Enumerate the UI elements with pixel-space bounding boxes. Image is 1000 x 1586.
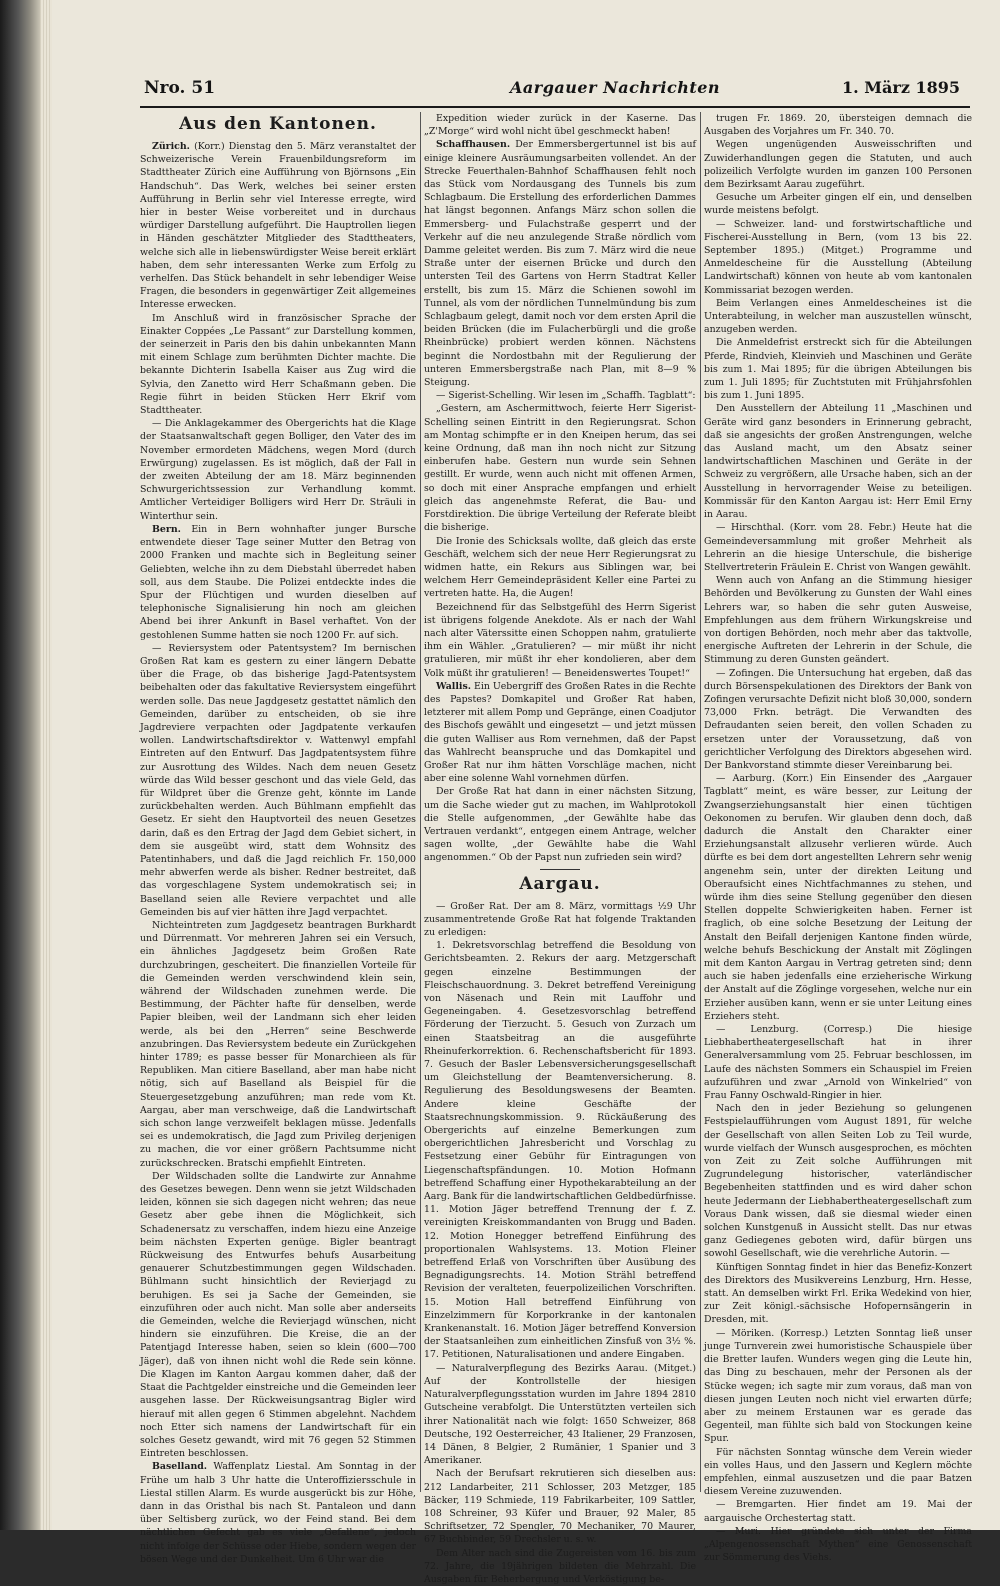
article-paragraph: [140, 312, 416, 418]
article-paragraph: [140, 642, 416, 919]
article-text: 1. Dekretsvorschlag betreffend die Besoldung von Gerichtsbeamten. 2. Rekurs der aarg. Metzgerschaft gegen einzelne Bestimmungen der Fleischschauordnung. 3. Dekret betreffend Vereinigung von Näsenach und Rein mit Lauffohr und Gegeneingaben. 4. Gesetzesvorschlag betreffend Förderung der Tierzucht. 5. Gesuch von Zurzach um einen Staatsbeitrag an die ausgeführte Rheinuferkorrektion. 6. Rechenschaftsbericht für 1893. 7. Gesuch der Basler Lebensversicherungsgesellschaft um Gleichstellung der Beamtenversicherung. 8. Regulierung des Besoldungswesens der Beamten. Andere kleine Geschäfte der Staatsrechnungskommission. 9. Rückäußerung des Obergerichts auf einzelne Bemerkungen zum obergerichtlichen Jahresbericht und Vorschlag zu Festsetzung einer Gebühr für Eintragungen von Liegenschaftspfändungen. 10. Motion Hofmann betreffend Schaffung einer Hypothekarabteilung an der Aarg. Bank für die landwirtschaftlichen Geldbedürfnisse. 11. Motion Jäger betreffend Trennung der f. Z. vereinigten Kreiskommandanten von Brugg und Baden. 12. Motion Honegger betreffend Einführung des proportionalen Wahlsystems. 13. Motion Fleiner betreffend Erlaß von Vorschriften über Ausübung des Begnadigungsrechts. 14. Motion Strähl betreffend Revision der veralteten, feuerpolizeilichen Vorschriften. 15. Motion Hall betreffend Einführung von Einzelzimmern für Korporkranke in der kantonalen Krankenanstalt. 16. Motion Jäger betreffend Konversion der Staatsanleihen zum einheitlichen Zinsfuß von 3½ %. 17. Petitionen, Naturalisationen und andere Eingaben.: [424, 940, 696, 1361]
article-text: — Sigerist-Schelling. Wir lesen im „Schaffh. Tagblatt“:: [436, 390, 696, 402]
article-paragraph: [424, 112, 696, 138]
article-paragraph: [424, 138, 696, 389]
article-paragraph: [704, 138, 972, 191]
article-paragraph: [140, 417, 416, 523]
article-paragraph: [704, 402, 972, 521]
newspaper-title: Aargauer Nachrichten: [510, 78, 721, 97]
article-paragraph: [704, 297, 972, 337]
column-1: [140, 112, 417, 1565]
article-paragraph: [424, 900, 696, 940]
article-paragraph: [424, 1362, 696, 1468]
article-text: Wenn auch von Anfang an die Stimmung hiesiger Behörden und Bevölkerung zu Gunsten der Wahl eines Lehrers war, so haben die sehr guten Ausweise, Empfehlungen aus dem frühern Wirkungskreise und von dortigen Behörden, noch mehr aber das taktvolle, energische Auftreten der Lehrerin in der Schule, die Stimmung zu deren Gunsten geändert.: [704, 575, 972, 666]
article-text: Wegen ungenügenden Ausweisschriften und Zuwiderhandlungen gegen die Statuten, und auch polizeilich Verfolgte wurden im ganzen 100 Personen dem Bezirksamt Aarau zugeführt.: [704, 139, 972, 191]
book-spine: [0, 0, 40, 1530]
article-text: Gesuche um Arbeiter gingen elf ein, und denselben wurde meistens befolgt.: [704, 192, 972, 217]
article-dateline: Wallis.: [436, 680, 472, 692]
article-dateline: Bern.: [152, 523, 181, 535]
article-paragraph: [140, 1170, 416, 1460]
article-paragraph: [140, 919, 416, 1170]
article-text: — Schweizer. land- und forstwirtschaftliche und Fischerei-Ausstellung in Bern, (vom 13 bis 22. September 1895.) (Mitget.) Programme und Anmeldescheine für die Ausstellung (Abteilung Landwirtschaft) können von heute ab vom kantonalen Kommissariat bezogen werden.: [704, 218, 972, 296]
article-paragraph: [704, 574, 972, 666]
article-paragraph: [424, 1467, 696, 1546]
article-paragraph: [704, 1023, 972, 1102]
article-text: — Hirschthal. (Korr. vom 28. Febr.) Heute hat die Gemeindeversammlung mit großer Mehrheit als Lehrerin an die hiesige Unterschule, die bisherige Stellvertreterin Fräulein E. Christ von Wangen gewählt.: [704, 522, 972, 573]
col2-articles-aargau: [424, 900, 696, 1586]
article-text: — Bremgarten. Hier findet am 19. Mai der aargauische Orchestertag statt.: [704, 1499, 972, 1524]
article-paragraph: [704, 1327, 972, 1446]
article-text: — Naturalverpflegung des Bezirks Aarau. (Mitget.) Auf der Kontrollstelle der hiesigen Naturalverpflegungsstation wurden im Jahre 1894 2810 Gutscheine verabfolgt. Die Unterstützten verteilen sich ihrer Nationalität nach wie folgt: 1650 Schweizer, 868 Deutsche, 192 Oesterreicher, 43 Italiener, 29 Franzosen, 14 Dänen, 8 Belgier, 2 Rumänier, 1 Spanier und 3 Amerikaner.: [424, 1362, 696, 1467]
article-paragraph: [704, 218, 972, 297]
article-text: Waffenplatz Liestal. Am Sonntag in der Frühe um halb 3 Uhr hatte die Unteroffiziersschule in Liestal stillen Alarm. Es wurde ausgerückt bis zur Höhe, dann in das Oristhal bis nach St. Pantaleon und dann über Seltisberg zurück, wo der Feind stand. Bei dem nächtlichen Gefecht gab es viele „Gefallene“, jedoch nicht infolge der Schüsse oder Hiebe, sondern wegen der bösen Wege und der Dunkelheit. Um 6 Uhr war die: [140, 1461, 417, 1565]
article-paragraph: [424, 785, 696, 864]
article-dateline: Zürich.: [152, 141, 190, 152]
article-paragraph: [424, 1547, 696, 1586]
article-text: Die Anmeldefrist erstreckt sich für die Abteilungen Pferde, Rindvieh, Kleinvieh und Maschinen und Geräte bis zum 1. Mai 1895; für die übrigen Abteilungen bis zum 1. Juli 1895; für Zuchtstuten mit Frühjahrsfohlen bis zum 1. Juni 1895.: [704, 337, 972, 402]
article-text: — Möriken. (Korresp.) Letzten Sonntag ließ unser junge Turnverein zwei humoristische Schauspiele über die Bretter laufen. Wunders wegen ging die Leute hin, das Ding zu beschauen, mehr der Personen als der Stücke wegen; ich sagte mir zum voraus, daß man von diesen jungen Leuten noch nicht viel erwarten dürfe; aber zu meinem Erstaunen war es gerade das Gegenteil, man fühlte sich bald von Stockungen keine Spur.: [704, 1327, 972, 1445]
column-2: [424, 112, 696, 1585]
article-text: Beim Verlangen eines Anmeldescheines ist die Unterabteilung, in welcher man auszustellen wünscht, anzugeben werden.: [704, 297, 972, 336]
section-heading-kantonen: Aus den Kantonen.: [179, 114, 377, 134]
header-rule: [140, 106, 970, 108]
issue-number: Nro. 51: [144, 78, 216, 98]
article-text: Den Ausstellern der Abteilung 11 „Maschinen und Geräte wird ganz besonders in Erinnerung gebracht, daß sie angesichts der großen Anstrengungen, welche das Ausland macht, um den Absatz seiner landwirtschaftlichen Maschinen und Geräte in der Schweiz zu vergrößern, alle Ursache haben, sich an der Ausstellung in hervorragender Weise zu beteiligen. Kommissär für den Kanton Aargau ist: Herr Emil Erny in Aarau.: [704, 403, 972, 521]
col2-articles: [424, 112, 696, 865]
article-text: Dem Alter nach sind die Zugereisten vom 16. bis zum 72. Jahre, die 19jährigen bildeten die Mehrzahl. Die Ausgaben für Beherbergung und Verköstigung be-: [424, 1547, 696, 1585]
masthead: [100, 78, 980, 102]
article-text: trugen Fr. 1869. 20, übersteigen demnach die Ausgaben des Vorjahres um Fr. 340. 70.: [704, 113, 972, 138]
article-paragraph: [424, 939, 696, 1362]
article-text: Der Emmersbergertunnel ist bis auf einige kleinere Ausräumungsarbeiten vollendet. An der Strecke Feuerthalen-Bahnhof Schaffhausen fehlt noch das Stück vom Nordausgang des Tunnels bis zum Schlagbaum. Die Erstellung des erforderlichen Dammes hat längst begonnen. Anfangs März schon sollen die Emmersberg- und Fulachstraße gesperrt und der Verkehr auf die neu anzulegende Straße nördlich vom Damme geleitet werden. Bis zum 7. März wird die neue Straße unter der eisernen Brücke und durch den untersten Teil des Gartens von Herrn Stadtrat Keller erstellt, bis zum 15. März die Schienen sowohl im Tunnel, als vom der nördlichen Tunnelmündung bis zum Schlagbaum gelegt, damit noch vor dem ersten April die beiden Brücken (die im Fulacherbürgli und die große Rheinbrücke) probiert werden können. Nächstens beginnt die Nordostbahn mit der Regulierung der unteren Emmersbergstraße nach Plan, mit 8—9 % Steigung.: [424, 139, 696, 389]
article-text: — Lenzburg. (Corresp.) Die hiesige Liebhabertheatergesellschaft hat in ihrer Generalversammlung vom 25. Februar beschlossen, im Laufe des nächsten Sommers ein Schauspiel im Freien aufzuführen und zwar „Arnold von Winkelried“ von Frau Fanny Oschwald-Ringier in hier.: [704, 1024, 972, 1102]
article-paragraph: [704, 112, 972, 138]
article-text: — Aarburg. (Korr.) Ein Einsender des „Aargauer Tagblatt“ meint, es wäre besser, zur Leitung der Zwangserziehungsanstalt hier einen tüchtigen Oekonomen zu berufen. Wir glauben denn doch, daß dadurch die Anstalt den Charakter einer Erziehungsanstalt allzusehr verlieren würde. Auch dürfte es bei dem dort angestellten Lehrern sehr wenig angenehm sein, unter der direkten Leitung und Oberaufsicht eines Nichtfachmannes zu stehen, und würde ihm dies seine Stellung gegenüber den diesen Stellen doppelte Schwierigkeiten haben. Ferner ist fraglich, ob eine solche Besetzung der Leitung der Anstalt den Beifall derjenigen Kantone finden würde, welche behufs Beschickung der Anstalt mit Zöglingen mit dem Kanton Aargau in Vertrag getreten sind; denn auch sie haben jedenfalls eine erzieherische Wirkung der Anstalt auf die Zöglinge vorgesehen, welche nur ein Erzieher ausüben kann, wenn er sie unter Leitung eines Erziehers steht.: [704, 773, 972, 1022]
article-paragraph: [424, 680, 696, 786]
article-paragraph: [424, 601, 696, 680]
article-text: — Reviersystem oder Patentsystem? Im bernischen Großen Rat kam es gestern zu einer längern Debatte über die Frage, ob das bisherige Jagd-Patentsystem beibehalten oder das fakultative Reviersystem eingeführt werden solle. Das neue Jagdgesetz gestattet nämlich den Gemeinden, darüber zu entscheiden, ob sie ihre Jagdreviere verpachten oder Jagdpatente verkaufen wollen. Landwirtschaftsdirektor v. Wattenwyl empfahl Eintreten auf den Entwurf. Das Jagdpatentsystem führe zur Ausrottung des Wildes. Nach dem neuen Gesetz würde das Wild besser geschont und das viele Geld, das für Wildpret über die Grenze geht, könnte im Lande zurückbehalten werden. Auch Bühlmann empfiehlt das Gesetz. Er sieht den Hauptvorteil des neuen Gesetzes darin, daß es den Ertrag der Jagd dem Gebiet sichert, in dem sie ausgeübt wird, statt dem Wohnsitz des Patentinhabers, und daß die Jagd reichlich Fr. 150,000 mehr abwerfen werde als bisher. Redner bestreitet, daß das vorgeschlagene System undemokratisch sei; in Baselland seien alle Reviere verpachtet und alle Gemeinden bis auf vier hätten ihre Jagd verpachtet.: [140, 642, 416, 918]
article-paragraph: [704, 1261, 972, 1327]
article-text: — Muri. Hier gründete sich unter der Firma „Alpengenossenschaft Mythen“ eine Genossenschaft zur Sömmerung des Viehs.: [704, 1525, 972, 1564]
section-rule: [540, 869, 580, 870]
article-text: Für nächsten Sonntag wünsche dem Verein wieder ein volles Haus, und den Jassern und Keglern möchte empfehlen, einmal auszusetzen und die paar Batzen diesem Vereine zuzuwenden.: [704, 1446, 972, 1498]
column-divider: [420, 112, 421, 1492]
article-text: Expedition wieder zurück in der Kaserne. Das „Z'Morge“ wird wohl nicht übel geschmeckt haben!: [424, 113, 696, 138]
article-paragraph: [704, 1498, 972, 1524]
article-text: — Großer Rat. Der am 8. März, vormittags ½9 Uhr zusammentretende Große Rat hat folgende Traktanden zu erledigen:: [424, 900, 696, 938]
article-paragraph: [424, 402, 696, 534]
article-text: Die Ironie des Schicksals wollte, daß gleich das erste Geschäft, welchem sich der neue Herr Regierungsrat zu widmen hatte, ein Rekurs aus Siblingen war, bei welchem Herr Gemeindepräsident Keller eine Partei zu vertreten hatte. Ha, die Augen!: [424, 535, 696, 600]
article-text: Bezeichnend für das Selbstgefühl des Herrn Sigerist ist übrigens folgende Anekdote. Als er nach der Wahl nach alter Väterssitte einen Schoppen nahm, gratulierte ihm ein Wähler. „Gratulieren? — mir müßt ihr nicht gratulieren, mir müßt ihr eher kondolieren, aber dem Volk müßt ihr gratulieren! — Beneidenswertes Toupet!“: [424, 601, 696, 679]
article-text: Nach der Berufsart rekrutieren sich dieselben aus: 212 Landarbeiter, 211 Schlosser, 203 Metzger, 185 Bäcker, 119 Schmiede, 119 Fabrikarbeiter, 109 Sattler, 108 Schreiner, 93 Küfer und Brauer, 92 Maler, 85 Schriftsetzer, 72 Spengler, 70 Mechaniker, 70 Maurer, 67 Buchbinder, 59 Drechsler u. s. w.: [424, 1468, 696, 1546]
article-paragraph: [704, 1525, 972, 1565]
column-3: [704, 112, 972, 1564]
article-paragraph: [140, 140, 416, 312]
article-text: Ein Uebergriff des Großen Rates in die Rechte des Papstes? Domkapitel und Großer Rat haben, letzterer mit allem Pomp und Gepränge, einen Coadjutor des Bischofs gewählt und eingesetzt — und jetzt müssen die guten Walliser aus Rom vernehmen, daß der Papst das Wahlrecht beanspruche und das Domkapitel und Großer Rat nur ihm hätten Vorschläge machen, nicht aber eine solenne Wahl vornehmen dürfen.: [424, 680, 696, 785]
article-text: Nach den in jeder Beziehung so gelungenen Festspielaufführungen vom August 1891, für welche der Gesellschaft von allen Seiten Lob zu Teil wurde, wurde vielfach der Wunsch ausgesprochen, es möchten von Zeit zu Zeit solche Aufführungen mit Zugrundelegung historischer, vaterländischer Begebenheiten stattfinden und es wird daher schon heute Jedermann der Liebhabertheatergesellschaft zum Voraus Dank wissen, daß sie diesmal wieder einen solchen Kunstgenuß in Aussicht stellt. Das nur etwas ganz Gediegenes geboten wird, dafür bürgen uns sowohl Gesellschaft, wie die verehrliche Autorin. —: [704, 1103, 972, 1260]
page-edge: [40, 0, 52, 1530]
article-paragraph: [140, 1460, 416, 1566]
article-text: (Korr.) Dienstag den 5. März veranstaltet der Schweizerische Verein Frauenbildungsreform im Stadttheater Zürich eine Aufführung von Björnsons „Ein Handschuh“. Das Werk, welches bei seiner ersten Aufführung in Berlin sehr viel Interesse erregte, wird hier in bester Weise vorbereitet und in durchaus würdiger Darstellung aufgeführt. Die Hauptrollen liegen in Händen geschätzter Mitglieder des Stadttheaters, welche sich alle in liebenswürdigster Weise bereit erklärt haben, dem sehr interessanten Werke zum Erfolg zu verhelfen. Das Stück behandelt in sehr lebendiger Weise Fragen, die besonders in gegenwärtiger Zeit allgemeines Interesse erwecken.: [140, 141, 417, 311]
article-paragraph: [140, 523, 416, 642]
article-paragraph: [704, 521, 972, 574]
section-heading-aargau: Aargau.: [519, 873, 601, 894]
article-dateline: Baselland.: [152, 1461, 208, 1473]
article-paragraph: [704, 667, 972, 773]
column-divider: [700, 112, 701, 1492]
article-paragraph: [424, 535, 696, 601]
article-paragraph: [704, 772, 972, 1023]
article-text: — Zofingen. Die Untersuchung hat ergeben, daß das durch Börsenspekulationen des Direktors der Bank von Zofingen verursachte Defizit nicht bloß 30,000, sondern 73,000 Frkn. beträgt. Die Verwandten des Defraudanten seien bereit, den vollen Schaden zu ersetzen unter der Voraussetzung, daß von gerichtlicher Verfolgung des Direktors abgesehen wird. Der Bankvorstand stimmte dieser Vereinbarung bei.: [704, 667, 972, 771]
article-text: Künftigen Sonntag findet in hier das Benefiz-Konzert des Direktors des Musikvereins Lenzburg, Hrn. Hesse, statt. An demselben wirkt Frl. Erika Wedekind von hier, zur Zeit königl.-sächsische Hofopernsängerin in Dresden, mit.: [704, 1261, 972, 1326]
article-paragraph: [704, 1102, 972, 1260]
article-text: „Gestern, am Aschermittwoch, feierte Herr Sigerist-Schelling seinen Eintritt in den Regierungsrat. Schon am Montag schimpfte er in den Kneipen herum, das sei keine Ordnung, daß man ihn noch nicht zur Sitzung einberufen habe. Gestern nun wurde sein Sehnen gestillt. Er wurde, wenn auch nicht mit offenen Armen, so doch mit einer Ansprache empfangen und erhielt gleich das angenehmste Referat, die Bau- und Forstdirektion. Die übrige Verteilung der Referate bleibt die bisherige.: [424, 403, 696, 534]
article-paragraph: [704, 191, 972, 217]
article-text: Der Große Rat hat dann in einer nächsten Sitzung, um die Sache wieder gut zu machen, im Wahlprotokoll die Stelle aufgenommen, „der Gewählte habe das Vertrauen verdankt“, entgegen einem Antrage, welcher sagen wollte, „der Gewählte habe die Wahl angenommen.“ Ob der Papst nun zufrieden sein wird?: [424, 786, 696, 864]
article-text: — Die Anklagekammer des Obergerichts hat die Klage der Staatsanwaltschaft gegen Bolliger, den Vater des im November ermordeten Mädchens, wegen Mord (durch Erwürgung) zugelassen. Es ist möglich, daß der Fall in der zweiten Abteilung der am 18. März beginnenden Schwurgerichtssession zur Verhandlung kommt. Amtlicher Verteidiger Bolligers wird Herr Dr. Sträuli in Winterthur sein.: [140, 418, 416, 522]
col3-articles: [704, 112, 972, 1564]
article-text: Im Anschluß wird in französischer Sprache der Einakter Coppées „Le Passant“ zur Darstellung kommen, der seinerzeit in Paris den bis dahin unbekannten Mann mit einem Schlage zum berühmten Dichter machte. Die bekannte Dichterin Isabella Kaiser aus Zug wird die Sylvia, den Zanetto wird Herr Schaßmann geben. Die Regie führt in beiden Stücken Herr Ekrif vom Stadttheater.: [140, 312, 416, 417]
article-text: Ein in Bern wohnhafter junger Bursche entwendete dieser Tage seiner Mutter den Betrag von 2000 Franken und machte sich in Begleitung seiner Geliebten, welche ihn zu dem Diebstahl überredet haben soll, aus dem Staube. Die Polizei entdeckte indes die Spur der Flüchtigen und wurden dieselben auf telephonische Signalisierung hin noch am gleichen Abend bei ihrer Ankunft in Basel verhaftet. Von der gestohlenen Summe hatten sie noch 1200 Fr. auf sich.: [140, 523, 416, 641]
issue-date: 1. März 1895: [842, 78, 960, 97]
article-text: Nichteintreten zum Jagdgesetz beantragen Burkhardt und Dürrenmatt. Vor mehreren Jahren sei ein Versuch, ein ähnliches Jagdgesetz beim Großen Rate durchzubringen, gescheitert. Die finanziellen Vorteile für die Gemeinden werden verschwindend klein sein, während der Wildschaden zunehmen werde. Die Bestimmung, der Pächter hafte für denselben, werde Papier bleiben, weil der Landmann sich eher leiden werde, als bei den „Herren“ seine Beschwerde anzubringen. Das Reviersystem bedeute ein Zurückgehen hinter 1789; es passe besser für Monarchieen als für Republiken. Man citiere Baselland, aber man habe nicht nötig, sich auf Baselland als Beispiel für die Steuergesetzgebung anzuführen; man rede vom Kt. Aargau, aber man verschweige, daß die Landwirtschaft sich schon lange verzweifelt beklagen müsse. Jedenfalls sei es undemokratisch, die Jagd zum Privileg derjenigen zu machen, die vor einer größern Pachtsumme nicht zurückschrecken. Bratschi empfiehlt Eintreten.: [140, 919, 416, 1169]
article-text: Der Wildschaden sollte die Landwirte zur Annahme des Gesetzes bewegen. Denn wenn sie jetzt Wildschaden leiden, können sie sich dagegen nicht wehren; das neue Gesetz aber gebe ihnen die Möglichkeit, sich Schadenersatz zu verschaffen, indem hiezu eine Anzeige beim nächsten Experten genüge. Bigler beantragt Rückweisung des Entwurfes behufs Ausarbeitung genauerer Schutzbestimmungen gegen Wildschaden. Bühlmann sucht hinsichtlich der Revierjagd zu beruhigen. Es sei ja Sache der Gemeinden, sie einzuführen oder auch nicht. Man solle aber anderseits die Gemeinden, welche die Revierjagd wünschen, nicht hindern sie einzuführen. Die Kreise, die an der Patentjagd Interesse haben, seien so klein (600—700 Jäger), daß von ihnen nicht wohl die Rede sein könne. Die Klagen im Kanton Aargau kommen daher, daß der Staat die Pachtgelder einstreiche und die Gemeinden leer ausgehen lasse. Der Rückweisungsantrag Bigler wird hierauf mit allen gegen 6 Stimmen abgelehnt. Nachdem noch Etter sich namens der Landwirtschaft für ein solches Gesetz gewandt, wird mit 76 gegen 52 Stimmen Eintreten beschlossen.: [140, 1170, 416, 1460]
article-dateline: Schaffhausen.: [436, 139, 511, 151]
article-paragraph: [424, 389, 696, 402]
col1-articles: [140, 140, 416, 1566]
article-paragraph: [704, 336, 972, 402]
article-paragraph: [704, 1446, 972, 1499]
